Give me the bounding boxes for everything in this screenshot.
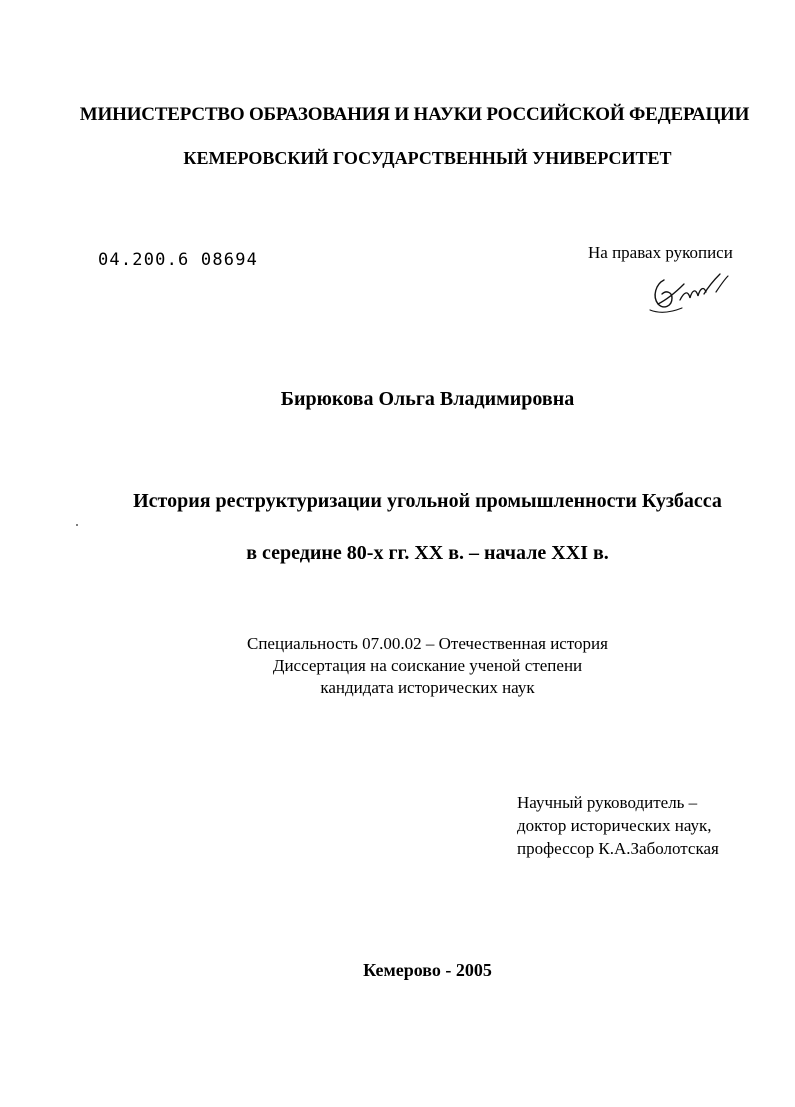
- supervisor-role: Научный руководитель –: [517, 793, 698, 812]
- manuscript-rights-note: На правах рукописи: [588, 243, 733, 262]
- handwritten-signature: [646, 270, 736, 318]
- degree-line: Диссертация на соискание ученой степени: [272, 656, 583, 675]
- specialty-line: Специальность 07.00.02 – Отечественная история: [247, 634, 608, 653]
- supervisor-name: профессор К.А.Заболотская: [517, 839, 719, 858]
- author-name: Бирюкова Ольга Владимировна: [280, 388, 575, 410]
- city-year: Кемерово - 2005: [363, 960, 492, 980]
- ministry-heading: МИНИСТЕРСТВО ОБРАЗОВАНИЯ И НАУКИ РОССИЙСКОЙ ФЕДЕРАЦИИ: [79, 104, 750, 125]
- supervisor-degree: доктор исторических наук,: [517, 816, 712, 835]
- dissertation-title-line-1: История реструктуризации угольной промышленности Кузбасса: [133, 490, 722, 512]
- dissertation-title-line-2: в середине 80-х гг. XX в. – начале XXI в.: [246, 542, 609, 564]
- scan-speck: [76, 524, 78, 526]
- library-stamp-number: 04.200.6 08694: [98, 250, 259, 270]
- university-heading: КЕМЕРОВСКИЙ ГОСУДАРСТВЕННЫЙ УНИВЕРСИТЕТ: [183, 148, 672, 168]
- degree-field-line: кандидата исторических наук: [320, 678, 535, 697]
